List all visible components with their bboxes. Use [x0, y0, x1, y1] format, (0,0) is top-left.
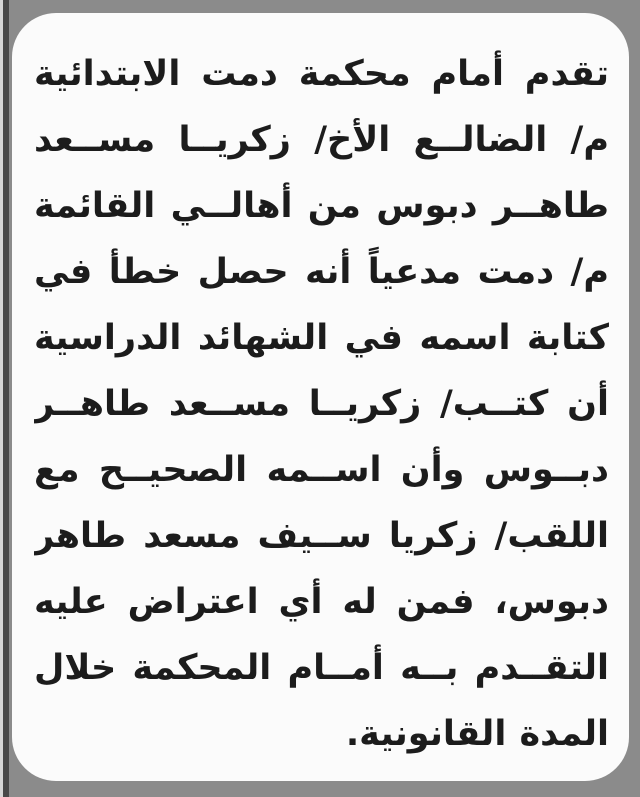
notice-line: م/ دمت مدعياً أنه حصل خطأ في [34, 252, 609, 292]
notice-line: أن كتــب/ زكريــا مســعد طاهــر [34, 384, 609, 424]
notice-line: كتابة اسمه في الشهائد الدراسية [34, 318, 609, 358]
notice-line: طاهــر دبوس من أهالــي القائمة [34, 186, 609, 226]
notice-card [12, 13, 629, 781]
notice-line-last: المدة القانونية. [345, 714, 609, 754]
notice-text-block [12, 13, 629, 781]
notice-line: دبوس، فمن له أي اعتراض عليه [34, 582, 609, 622]
notice-line: التقــدم بــه أمــام المحكمة خلال [34, 648, 609, 688]
left-edge-rule [3, 0, 9, 797]
notice-line: تقدم أمام محكمة دمت الابتدائية [34, 54, 609, 94]
notice-line: دبــوس وأن اســمه الصحيــح مع [34, 450, 609, 490]
notice-line: اللقب/ زكريا ســيف مسعد طاهر [34, 516, 609, 556]
notice-line: م/ الضالــع الأخ/ زكريــا مســعد [34, 120, 609, 160]
